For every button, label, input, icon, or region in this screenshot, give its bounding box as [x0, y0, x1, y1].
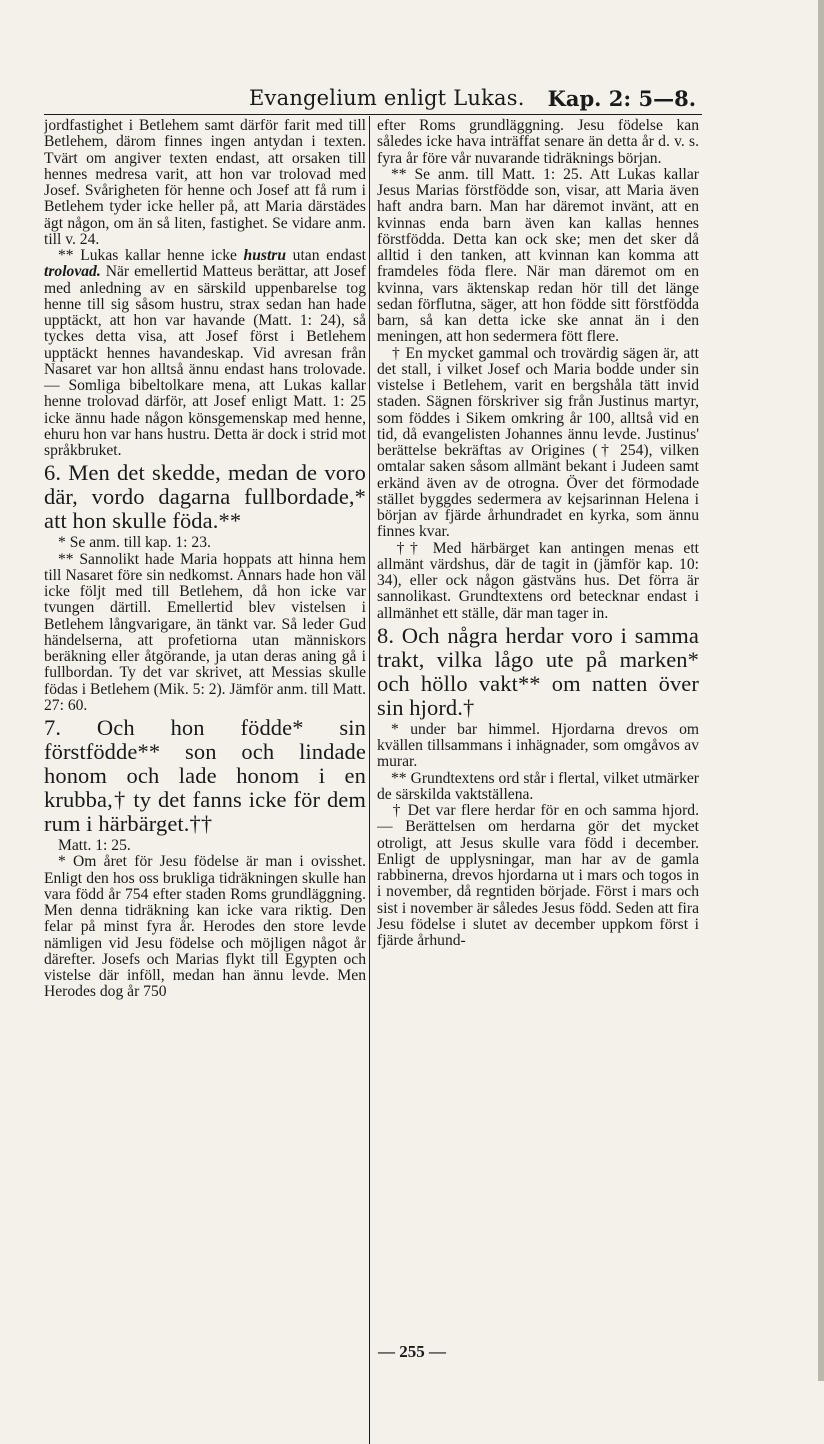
footnote: † Det var flere herdar för en och samma hjord. — Berättelsen om herdarna gör det mycket otroligt, att Jesus skulle vara född i december. Enligt de upplysningar, man har av de gamla rabbinerna, drevos hjordarna ut i mars och togos in i november, då regntiden började. Först i mars och sist i november är således Jesus född. Seden att fira Jesu födelse i slutet av december uppkom först i fjärde århund-: [377, 802, 699, 949]
footnote: * under bar himmel. Hjordarna drevos om kvällen tillsammans i inhägnader, som omgåvos av murar.: [377, 720, 699, 771]
footnote: ** Se anm. till Matt. 1: 25. Att Lukas kallar Jesus Marias förstfödde son, visar, att Maria även haft andra barn. Man har däremot invänt, att en kvinnas enda barn även kan kallas hennes förstfödda. Detta kan ock ske; men det sker då alltid i den tanken, att kvinnan kan komma att framdeles föda flere. När man däremot om en kvinna, vars äktenskap redan hör till det länge sedan förflutna, säger, att hon födde sitt förstfödda barn, så kan detta icke ske annat än i den meningen, att hon sedermera fött flere.: [377, 165, 699, 346]
verse-7: 7. Och hon födde* sin förstfödde** son och lindade honom och lade honom i en krubba,† ty det fanns icke för dem rum i härbärget.††: [44, 715, 366, 836]
commentary-paragraph: jordfastighet i Betlehem samt därför farit med till Betlehem, därom finnes ingen antydan i texten. Tvärt om angiver texten endast, att orsaken till hennes medresa varit, att hon var trolovad med Josef. Svårigheten för henne och Josef att få rum i Betlehem tyder icke heller på, att Maria därstädes ägt någon, om än så liten, fastighet. Se vidare anm. till v. 24.: [44, 118, 366, 248]
chapter-reference: Kap. 2: 5—8.: [547, 86, 696, 111]
column-divider: [369, 116, 370, 1444]
footnote: * Se anm. till kap. 1: 23.: [58, 534, 211, 552]
book-title: Evangelium enligt Lukas.: [249, 86, 525, 110]
right-column: [377, 118, 699, 949]
commentary-paragraph: efter Roms grundläggning. Jesu födelse kan således icke hava inträffat senare än detta år d. v. s. fyra år före vår nuvarande tidräknings början.: [377, 118, 699, 167]
header-rule: [44, 114, 702, 115]
page-edge-shadow: [818, 0, 824, 1381]
footnote: †† Med härbärget kan antingen menas ett allmänt värdshus, där de tagit in (jämför kap. 10: 34), eller ock någon gästväns hus. Det förra är sannolikast. Grundtextens ord betecknar endast i allmänhet ett ställe, där man tager in.: [377, 539, 699, 622]
footnote: ** Grundtextens ord står i flertal, vilket utmärker de särskilda vaktställena.: [377, 769, 699, 803]
page-number: — 255 —: [378, 1342, 446, 1361]
verse-8: 8. Och några herdar voro i samma trakt, vilka lågo ute på marken* och höllo vakt** om natten över sin hjord.†: [377, 622, 699, 720]
commentary-paragraph: ** Lukas kallar henne icke hustru utan endast trolovad. När emellertid Matteus berättar, att Josef med anledning av en särskild uppenbarelse tog henne till sig såsom hustru, strax sedan han hade upptäckt, att hon var havande (Matt. 1: 24), så tyckes detta visa, att Josef först i Betlehem upptäckt hennes havandeskap. Vid avresan från Nasaret var hon alltså ännu endast hans trolovade. — Somliga bibeltolkare mena, att Lukas kallar henne trolovad därför, att Josef enligt Matt. 1: 25 icke ännu hade någon könsgemenskap med henne, ehuru hon var hans hustru. Detta är dock i strid mot språkbruket.: [44, 247, 366, 459]
footnote: * Om året för Jesu födelse är man i ovisshet. Enligt den hos oss brukliga tidräkningen skulle han vara född år 754 efter staden Roms grundläggning. Men denna tidräkning kan icke vara riktig. Den felar på minst fyra år. Herodes den store levde nämligen vid Jesu födelse och möjligen något år därefter. Josefs och Marias flykt till Egypten och vistelse där inföll, medan han ännu levde. Men Herodes dog år 750: [44, 853, 366, 1001]
verse-6: 6. Men det skedde, medan de voro där, vordo dagarna fullbordade,* att hon skulle föda.**: [44, 460, 366, 534]
cross-reference: Matt. 1: 25.: [58, 837, 131, 854]
footnote: † En mycket gammal och trovärdig sägen är, att det stall, i vilket Josef och Maria bodde under sin vistelse i Betlehem, varit en bergshåla tätt invid staden. Sägnen förskriver sig från Justinus martyr, som föddes i Sikem omkring år 100, alltså vid en tid, då evangelisten Johannes ännu levde. Justinus' berättelse bekräftas av Origines († 254), vilken omtalar saken såsom allmänt bekant i Judeen samt erkänd även av de otrogna. Över det förmodade stället byggdes sedermera av kejsarinnan Helena i början av fjärde århundradet en kyrka, som ännu finnes kvar.: [377, 344, 699, 541]
left-column: [44, 118, 366, 1001]
running-header: [44, 82, 702, 112]
footnote: ** Sannolikt hade Maria hoppats att hinna hem till Nasaret före sin nedkomst. Annars hade hon väl icke följt med till Betlehem, då hon icke var tvungen därtill. Emellertid blev vistelsen i Betlehem långvarigare, än tänkt var. Så leder Gud händelserna, att profetiorna utan människors beräkning eller åtgörande, ja utan deras aning gå i fullbordan. Ty det var skrivet, att Messias skulle födas i Betlehem (Mik. 5: 2). Jämför anm. till Matt. 27: 60.: [44, 550, 366, 714]
